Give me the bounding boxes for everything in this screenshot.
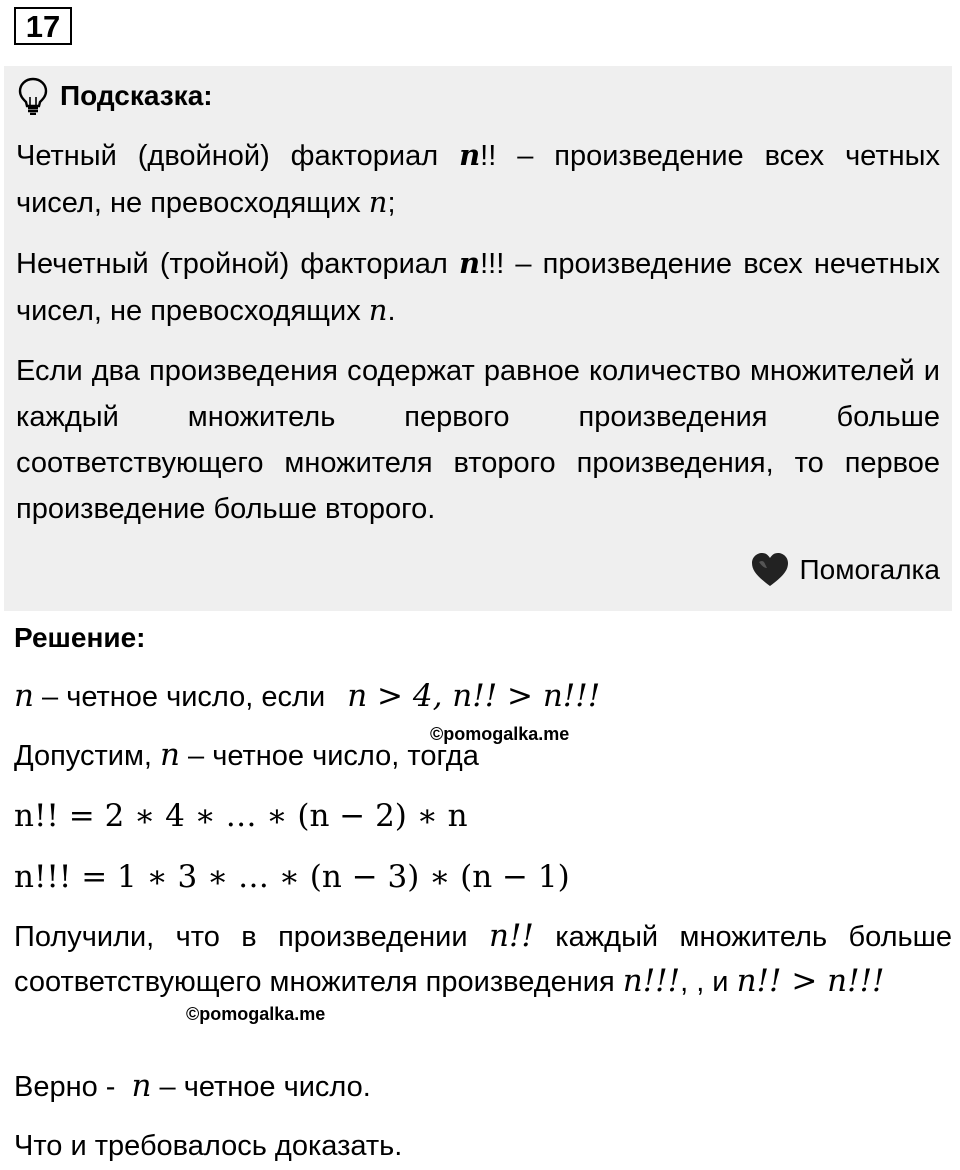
math-n: n: [14, 678, 34, 714]
formula-triple-factorial: n!!! = 1 ∗ 3 ∗ … ∗ (n − 3) ∗ (n − 1): [14, 859, 570, 895]
text: !!! – произведение всех нечетных чисел, не превосходящих: [16, 248, 940, 327]
math-inequality: n > 4, n!! > n!!!: [347, 678, 601, 714]
hint-title: Подсказка:: [60, 80, 213, 111]
solution-line-condition: [14, 674, 600, 719]
lightbulb-icon: [18, 77, 48, 115]
task-number: 17: [14, 7, 72, 45]
math-n: n: [131, 1068, 152, 1104]
math-n: n: [368, 293, 388, 327]
text: ;: [387, 187, 396, 219]
math-n: n: [459, 138, 481, 172]
solution-paragraph-conclusion: [14, 914, 952, 1004]
math-n-triple-factorial: n!!!: [622, 963, 681, 999]
hint-header: [18, 76, 213, 116]
math-n-double-factorial: n!!: [489, 918, 534, 954]
solution-line-verdict: [14, 1064, 371, 1109]
text: Нечетный (тройной) факториал: [16, 248, 459, 280]
text: каждый множитель больше соответствующего множителя произведения: [14, 921, 952, 998]
brand-name: Помогалка: [799, 554, 940, 585]
brand: [750, 550, 940, 590]
watermark: ©pomogalka.me: [430, 724, 570, 744]
text: – четное число, если: [33, 681, 334, 713]
text: , , и: [680, 966, 737, 998]
text: Четный (двойной) факториал: [16, 140, 460, 172]
text: – четное число.: [151, 1071, 371, 1103]
text: – четное число, тогда: [179, 740, 479, 772]
solution-line-qed: Что и требовалось доказать.: [14, 1130, 403, 1162]
solution-title: Решение:: [14, 622, 146, 653]
hint-paragraph-triple-factorial: [16, 240, 940, 334]
watermark: ©pomogalka.me: [186, 1004, 326, 1024]
solution-line-assume: [14, 733, 479, 778]
hint-box: [4, 66, 952, 611]
formula-double-factorial: n!! = 2 ∗ 4 ∗ … ∗ (n − 2) ∗ n: [14, 798, 468, 834]
hint-paragraph-comparison-rule: Если два произведения содержат равное количество множителей и каждый множитель первого произведения больше соответствующего множителя второго произведения, то первое произведение больше второго.: [16, 355, 940, 525]
math-n: n: [160, 737, 180, 773]
hint-paragraph-double-factorial: [16, 132, 940, 226]
heart-icon: [750, 552, 790, 588]
math-n: n: [368, 185, 388, 219]
text: Допустим,: [14, 740, 161, 772]
text: .: [387, 295, 396, 327]
math-n: n: [458, 246, 481, 280]
text: !! – произведение всех четных чисел, не превосходящих: [16, 140, 940, 219]
text: Верно -: [14, 1071, 124, 1103]
text: Получили, что в произведении: [14, 921, 489, 953]
math-inequality: n!! > n!!!: [736, 963, 885, 999]
